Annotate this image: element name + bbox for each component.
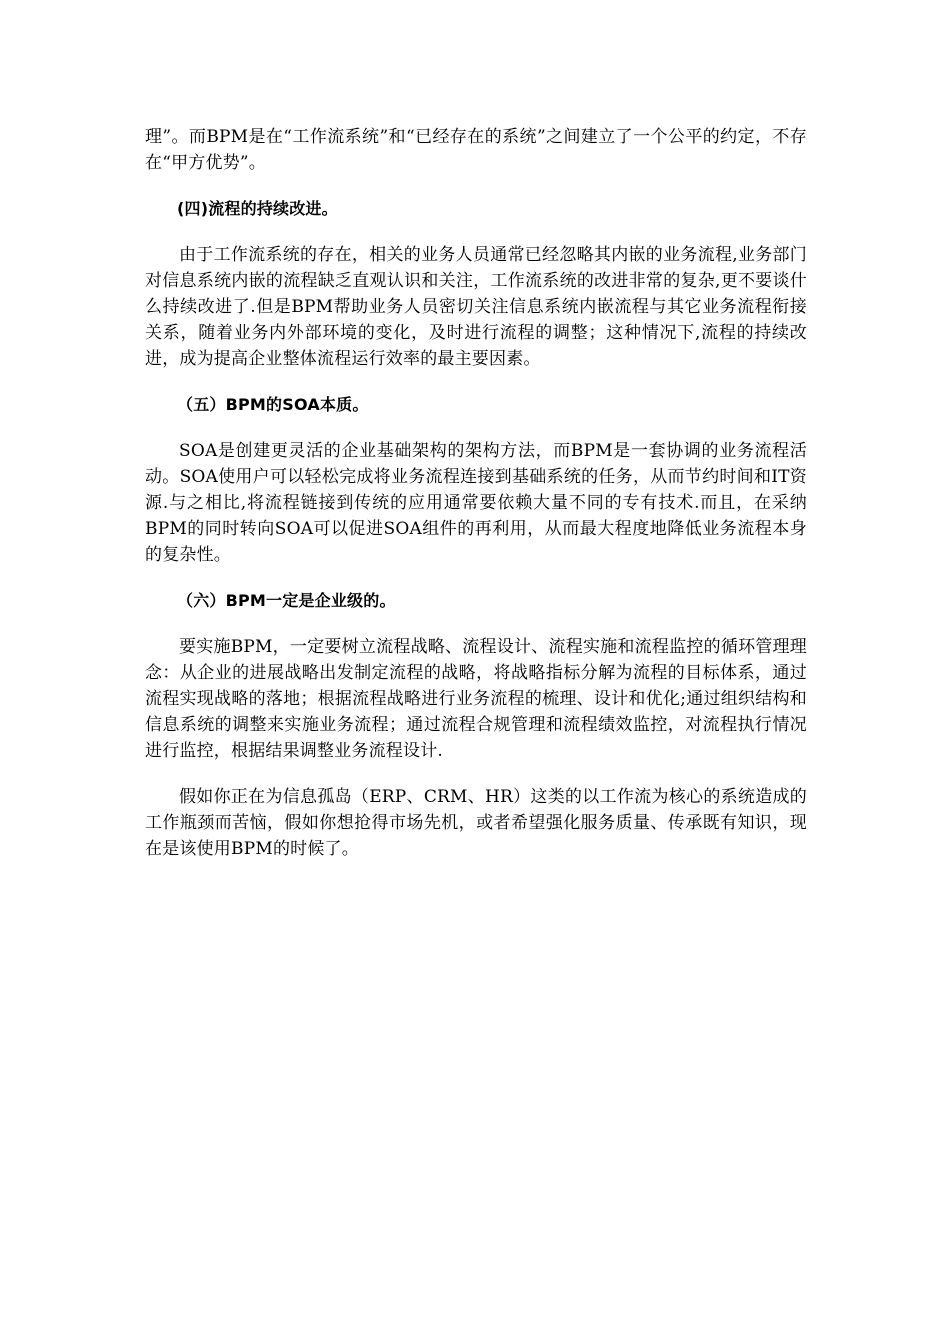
section-heading-6: （六）BPM一定是企业级的。 bbox=[177, 591, 396, 610]
section-heading-4: (四)流程的持续改进。 bbox=[177, 199, 338, 218]
intro-paragraph: 理”。而BPM是在“工作流系统”和“已经存在的系统”之间建立了一个公平的约定，不存在“甲方优势”。 bbox=[145, 127, 807, 173]
closing-paragraph: 假如你正在为信息孤岛（ERP、CRM、HR）这类的以工作流为核心的系统造成的工作瓶颈而苦恼，假如你想抢得市场先机，或者希望强化服务质量、传承既有知识，现在是该使用BPM的时候了。 bbox=[145, 787, 807, 859]
document-body bbox=[145, 124, 807, 882]
section-5-paragraph: SOA是创建更灵活的企业基础架构的架构方法，而BPM是一套协调的业务流程活动。SOA使用户可以轻松完成将业务流程连接到基础系统的任务，从而节约时间和IT资源.与之相比,将流程链接到传统的应用通常要依赖大量不同的专有技术.而且，在采纳BPM的同时转向SOA可以促进SOA组件的再利用，从而最大程度地降低业务流程本身的复杂性。 bbox=[145, 441, 807, 565]
section-4-paragraph: 由于工作流系统的存在，相关的业务人员通常已经忽略其内嵌的业务流程,业务部门对信息系统内嵌的流程缺乏直观认识和关注，工作流系统的改进非常的复杂,更不要谈什么持续改进了.但是BPM帮助业务人员密切关注信息系统内嵌流程与其它业务流程衔接关系，随着业务内外部环境的变化，及时进行流程的调整；这种情况下,流程的持续改进，成为提高企业整体流程运行效率的最主要因素。 bbox=[145, 245, 807, 369]
section-6-paragraph: 要实施BPM，一定要树立流程战略、流程设计、流程实施和流程监控的循环管理理念：从企业的进展战略出发制定流程的战略，将战略指标分解为流程的目标体系，通过流程实现战略的落地；根据流程战略进行业务流程的梳理、设计和优化;通过组织结构和信息系统的调整来实施业务流程；通过流程合规管理和流程绩效监控，对流程执行情况进行监控，根据结果调整业务流程设计. bbox=[145, 637, 807, 761]
section-heading-5: （五）BPM的SOA本质。 bbox=[177, 395, 369, 414]
